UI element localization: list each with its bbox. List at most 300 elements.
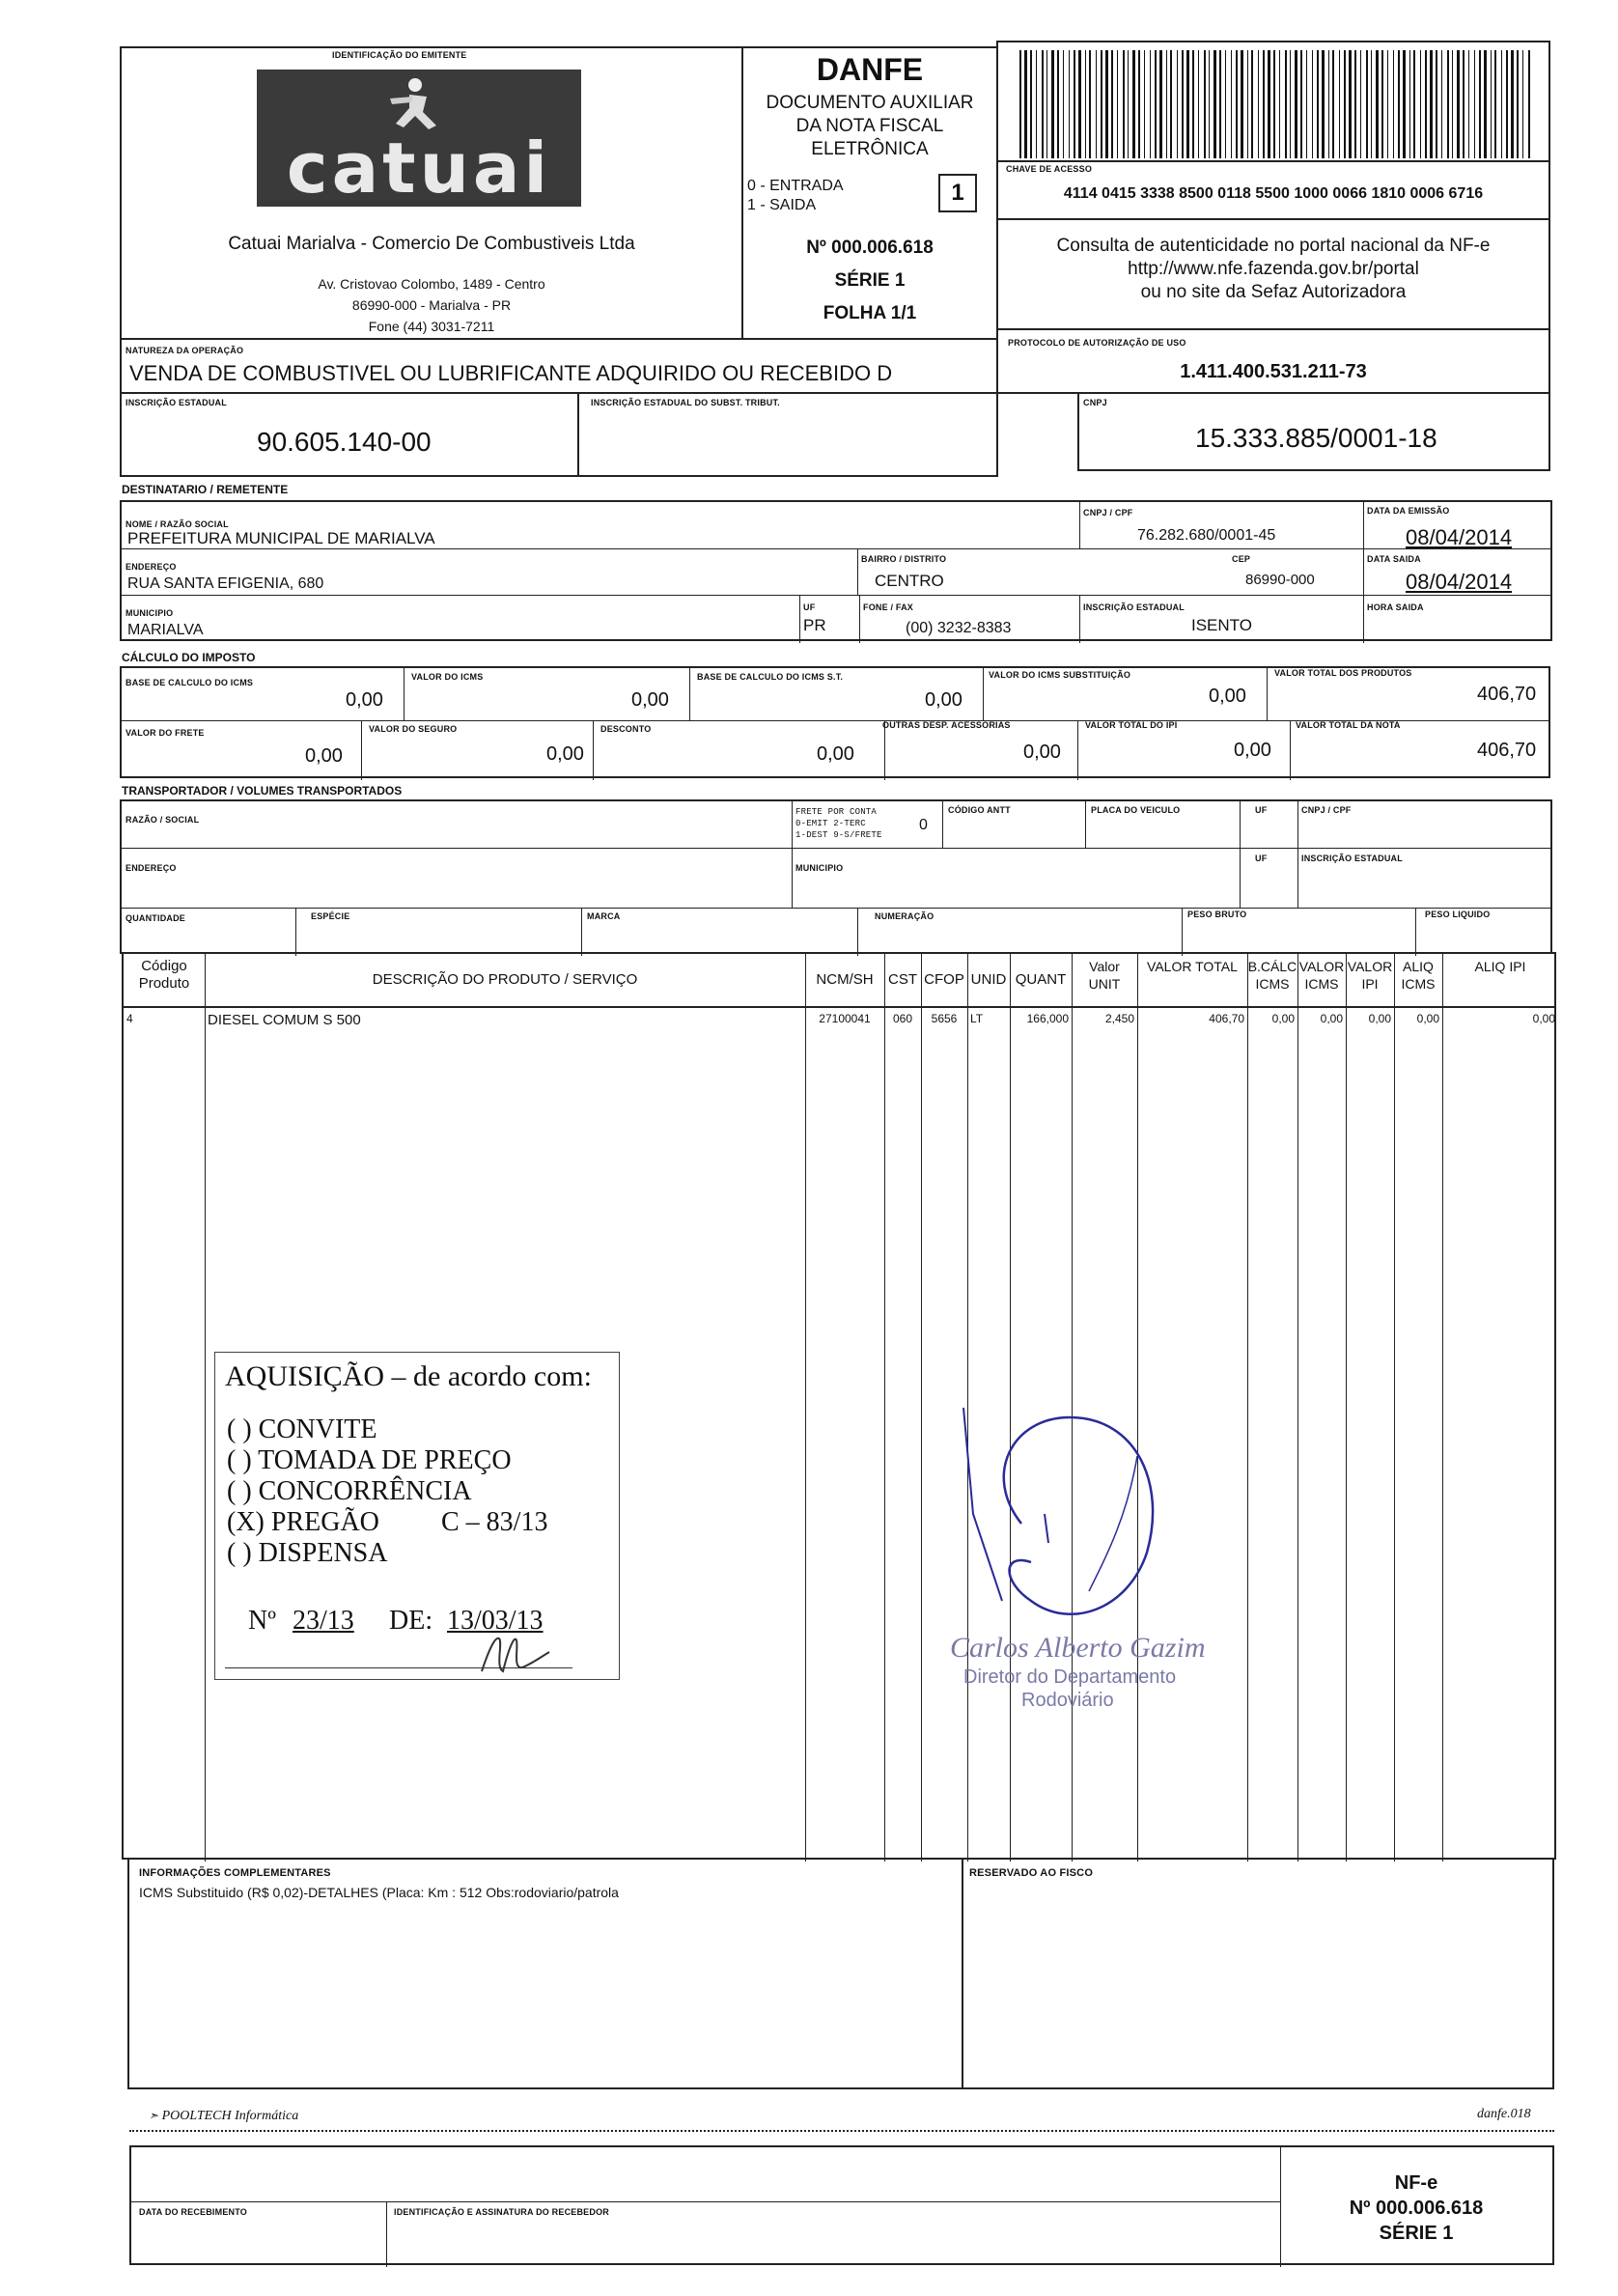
barcode-bar (1457, 50, 1460, 158)
prod-cell: 0,00 (1320, 1012, 1343, 1025)
danfe-folha: FOLHA 1/1 (823, 303, 917, 323)
tr-v4 (1240, 801, 1241, 908)
canhoto-nfe: NF-e (1394, 2172, 1438, 2194)
dest-vline-b (1363, 502, 1364, 643)
tr-v7 (581, 908, 582, 956)
chave-box (996, 41, 1550, 330)
ie-label: INSCRIÇÃO ESTADUAL (126, 398, 227, 407)
dest-cep: 86990-000 (1245, 572, 1315, 588)
barcode-bar (1393, 50, 1394, 158)
prod-column-line (1394, 954, 1395, 1862)
tr-especie-label: ESPÉCIE (311, 911, 350, 921)
prod-column-line (921, 954, 922, 1862)
barcode-bar (1214, 50, 1216, 158)
cnpj-value: 15.333.885/0001-18 (1195, 423, 1437, 453)
prod-header-cell: DESCRIÇÃO DO PRODUTO / SERVIÇO (372, 971, 638, 988)
barcode-bar (1468, 50, 1469, 158)
tipo-box: 1 (938, 174, 977, 212)
barcode-bar (1209, 50, 1210, 158)
signature-scribble (944, 1398, 1176, 1649)
prod-header-cell: ALIQ ICMS (1401, 959, 1436, 992)
tr-municipio-label: MUNICIPIO (795, 863, 844, 873)
dest-ie-label: INSCRIÇÃO ESTADUAL (1083, 602, 1185, 612)
stamp-numero: 23/13 (293, 1606, 354, 1636)
barcode-bar (1430, 50, 1433, 158)
natureza-value: VENDA DE COMBUSTIVEL OU LUBRIFICANTE ADQUIRIDO OU RECEBIDO D (129, 361, 893, 385)
dest-vline-f (1079, 595, 1080, 643)
barcode-bar (1290, 50, 1291, 158)
company-logo (257, 70, 581, 207)
barcode-bar (1051, 50, 1054, 158)
tr-v3 (1085, 801, 1086, 848)
prod-cell: 2,450 (1104, 1012, 1134, 1025)
fisco-box (962, 1858, 1554, 2089)
valor-icms-label: VALOR DO ICMS (411, 672, 484, 682)
stamp-opt-3: ( ) CONCORRÊNCIA (227, 1476, 472, 1506)
tr-v10 (1415, 908, 1416, 956)
prod-header-cell: VALOR IPI (1347, 959, 1393, 992)
tr-frete-value: 0 (919, 817, 928, 833)
barcode-bar (1089, 50, 1091, 158)
tr-endereco-label: ENDEREÇO (126, 863, 177, 873)
tr-frete-2: 0-EMIT 2-TERC (795, 819, 866, 828)
stamp-opt-5: ( ) DISPENSA (227, 1538, 388, 1568)
tr-antt-label: CÓDIGO ANTT (948, 805, 1011, 815)
barcode-bar (1177, 50, 1178, 158)
danfe-subtitle-3: ELETRÔNICA (811, 139, 929, 159)
valor-st-label: VALOR DO ICMS SUBSTITUIÇÃO (989, 670, 1131, 680)
barcode-bar (1155, 50, 1157, 158)
ie-box (120, 392, 579, 477)
entrada-label: 0 - ENTRADA (747, 178, 844, 194)
protocolo-value: 1.411.400.531.211-73 (1180, 361, 1367, 382)
emitente-section-label: IDENTIFICAÇÃO DO EMITENTE (332, 50, 467, 60)
signature-name: Carlos Alberto Gazim (950, 1632, 1206, 1664)
barcode-bar (1263, 50, 1265, 158)
barcode-bar (1078, 50, 1081, 158)
stamp-title: AQUISIÇÃO – de acordo com: (225, 1360, 592, 1392)
stamp-initials (476, 1629, 553, 1677)
tr-frete-1: FRETE POR CONTA (795, 807, 878, 817)
frete-label: VALOR DO FRETE (126, 728, 205, 738)
dest-emissao: 08/04/2014 (1406, 525, 1513, 549)
barcode-bar (1166, 50, 1167, 158)
dest-hora-label: HORA SAIDA (1367, 602, 1424, 612)
emitente-phone: Fone (44) 3031-7211 (368, 319, 495, 334)
imp-v4 (1267, 668, 1268, 720)
dest-municipio: MARIALVA (127, 622, 204, 638)
imposto-section-label: CÁLCULO DO IMPOSTO (122, 651, 256, 664)
barcode-bar (1186, 50, 1189, 158)
barcode-bar (1506, 50, 1508, 158)
signature-role-1: Diretor do Departamento (963, 1666, 1177, 1688)
prod-column-line (884, 954, 885, 1862)
barcode-bar (1371, 50, 1372, 158)
imp-v6 (593, 720, 594, 780)
barcode-bar (1105, 50, 1108, 158)
emitente-name: Catuai Marialva - Comercio De Combustiveis Ltda (228, 234, 635, 254)
prod-header-cell: B.CÁLC ICMS (1247, 959, 1297, 992)
barcode-bar (1413, 50, 1415, 158)
tr-frete-3: 1-DEST 9-S/FRETE (795, 830, 882, 840)
dest-row-line-1 (122, 548, 1550, 549)
barcode-bar (1225, 50, 1226, 158)
imposto-box (120, 666, 1550, 778)
dest-emissao-label: DATA DA EMISSÃO (1367, 506, 1450, 516)
barcode-bar (1403, 50, 1406, 158)
prod-header-cell: Código Produto (138, 958, 190, 992)
barcode-bar (1332, 50, 1334, 158)
cnpj-label: CNPJ (1083, 398, 1107, 407)
tr-razao-label: RAZÃO / SOCIAL (126, 815, 200, 825)
canhoto-box (129, 2145, 1554, 2265)
imp-v2 (689, 668, 690, 720)
tr-v8 (857, 908, 858, 956)
frete: 0,00 (305, 745, 343, 767)
fisco-label: RESERVADO AO FISCO (969, 1867, 1094, 1879)
barcode-bar (1241, 50, 1243, 158)
barcode-bar (1042, 50, 1044, 158)
desconto-label: DESCONTO (600, 724, 652, 734)
transportador-box (120, 799, 1552, 954)
dest-vline-c (857, 548, 858, 595)
barcode-bar (1387, 50, 1388, 158)
barcode-bar (1219, 50, 1221, 158)
danfe-box (741, 46, 998, 340)
barcode-bar (1295, 50, 1297, 158)
barcode-bar (1349, 50, 1352, 158)
prod-header-cell: CFOP (924, 971, 964, 988)
barcode-bar (1479, 50, 1481, 158)
prod-cell: 5656 (931, 1012, 958, 1025)
dest-nome: PREFEITURA MUNICIPAL DE MARIALVA (127, 529, 435, 547)
tr-peso-bruto-label: PESO BRUTO (1187, 910, 1247, 919)
dest-fone: (00) 3232-8383 (906, 620, 1012, 636)
dest-bairro-label: BAIRRO / DISTRITO (861, 554, 947, 564)
prod-column-line (205, 954, 206, 1862)
barcode-bar (1425, 50, 1427, 158)
prod-cell: 406,70 (1209, 1012, 1244, 1025)
dest-bairro: CENTRO (875, 572, 944, 590)
barcode-bar (1132, 50, 1135, 158)
danfe-title: DANFE (816, 52, 924, 87)
barcode-bar (1285, 50, 1287, 158)
barcode-bar (1117, 50, 1118, 158)
ie-st-box (577, 392, 998, 477)
produtos-table (122, 952, 1556, 1860)
base-st: 0,00 (925, 689, 962, 711)
base-st-label: BASE DE CALCULO DO ICMS S.T. (697, 672, 844, 682)
logo-text: catuai (286, 127, 552, 209)
prod-header-cell: UNID (970, 971, 1007, 988)
prod-cell: 060 (892, 1012, 913, 1025)
stamp-opt-4-ref: C – 83/13 (441, 1507, 548, 1537)
imp-v9 (1290, 720, 1291, 780)
barcode-bar (1306, 50, 1307, 158)
imp-v3 (983, 668, 984, 720)
info-text: ICMS Substituido (R$ 0,02)-DETALHES (Placa: Km : 512 Obs:rodoviario/patrola (139, 1885, 619, 1900)
barcode-bar (1517, 50, 1519, 158)
barcode-bar (1019, 50, 1021, 158)
dest-vline-e (859, 595, 860, 643)
prod-cell: 27100041 (819, 1012, 871, 1025)
barcode-bar (1204, 50, 1206, 158)
prod-cell: 166,000 (1026, 1012, 1069, 1025)
prod-cell: 0,00 (1532, 1012, 1555, 1025)
consulta-1: Consulta de autenticidade no portal nacional da NF-e (1056, 236, 1491, 256)
dest-municipio-label: MUNICIPIO (126, 608, 174, 618)
barcode-bar (1144, 50, 1145, 158)
barcode-bar (1198, 50, 1199, 158)
dest-fone-label: FONE / FAX (863, 602, 914, 612)
ie-st-label: INSCRIÇÃO ESTADUAL DO SUBST. TRIBUT. (591, 398, 780, 407)
imp-v8 (1077, 720, 1078, 780)
stamp-data: 13/03/13 (447, 1606, 544, 1636)
barcode-bar (1381, 50, 1383, 158)
prod-cell: 0,00 (1368, 1012, 1391, 1025)
barcode-bar (1258, 50, 1259, 158)
barcode-bar (1528, 50, 1530, 158)
barcode-bar (1268, 50, 1270, 158)
info-box (127, 1858, 963, 2089)
danfe-numero: Nº 000.006.618 (806, 238, 934, 258)
signature-role-2: Rodoviário (1021, 1690, 1114, 1711)
assinatura-label: IDENTIFICAÇÃO E ASSINATURA DO RECEBEDOR (394, 2207, 609, 2217)
tr-peso-liquido-label: PESO LIQUIDO (1425, 910, 1491, 919)
canhoto-serie: SÉRIE 1 (1379, 2223, 1454, 2244)
barcode-bar (1474, 50, 1475, 158)
natureza-box (120, 338, 998, 394)
barcode-bar (1231, 50, 1232, 158)
tr-cnpj-label: CNPJ / CPF (1301, 805, 1352, 815)
barcode-bar (1447, 50, 1449, 158)
barcode-bar (1236, 50, 1238, 158)
stamp-opt-4: (X) PREGÃO (227, 1507, 379, 1537)
tr-placa-label: PLACA DO VEICULO (1091, 805, 1181, 815)
dest-endereco-label: ENDEREÇO (126, 562, 177, 572)
prod-header-cell: QUANT (1015, 971, 1067, 988)
dest-cnpj-label: CNPJ / CPF (1083, 508, 1133, 518)
barcode-bar (1441, 50, 1442, 158)
dest-cep-label: CEP (1232, 554, 1251, 564)
barcode-bar (1354, 50, 1356, 158)
chave-value: 4114 0415 3338 8500 0118 5500 1000 0066 1810 0006 6716 (1063, 185, 1484, 202)
barcode-bar (1328, 50, 1329, 158)
ipi: 0,00 (1234, 740, 1271, 761)
tr-v9 (1182, 908, 1183, 956)
canhoto-row-line (131, 2201, 1280, 2202)
outras: 0,00 (1023, 742, 1061, 763)
saida-label: 1 - SAIDA (747, 197, 817, 213)
barcode-bar (1522, 50, 1523, 158)
barcode-bar (1036, 50, 1037, 158)
consulta-2[interactable]: http://www.nfe.fazenda.gov.br/portal (1128, 259, 1419, 279)
barcode-bar (1494, 50, 1496, 158)
info-label: INFORMAÇÕES COMPLEMENTARES (139, 1867, 331, 1879)
barcode-bar (1420, 50, 1421, 158)
seguro: 0,00 (546, 743, 584, 765)
prod-column-line (1297, 954, 1298, 1862)
barcode-bar (1366, 50, 1368, 158)
tr-numeracao-label: NUMERAÇÃO (875, 911, 935, 921)
tr-uf-label: UF (1255, 805, 1268, 815)
prod-cell: LT (970, 1012, 984, 1025)
ipi-label: VALOR TOTAL DO IPI (1085, 720, 1178, 730)
stamp-opt-1: ( ) CONVITE (227, 1414, 377, 1444)
barcode-bar (1322, 50, 1325, 158)
prod-header-cell: VALOR TOTAL (1147, 959, 1238, 974)
barcode-bar (1317, 50, 1319, 158)
dest-row-line-2 (122, 595, 1550, 596)
dest-endereco: RUA SANTA EFIGENIA, 680 (127, 575, 324, 592)
dest-cnpj: 76.282.680/0001-45 (1137, 527, 1276, 544)
barcode (1019, 50, 1531, 158)
danfe-subtitle-2: DA NOTA FISCAL (795, 116, 944, 136)
prod-column-line (1247, 954, 1248, 1862)
cnpj-box (1077, 392, 1550, 471)
canhoto-v1 (386, 2201, 387, 2267)
prod-cell: DIESEL COMUM S 500 (208, 1012, 361, 1028)
barcode-bar (1300, 50, 1302, 158)
barcode-bar (1409, 50, 1410, 158)
barcode-bar (1063, 50, 1064, 158)
dest-uf: PR (803, 616, 826, 634)
prod-column-line (1346, 954, 1347, 1862)
transportador-section-label: TRANSPORTADOR / VOLUMES TRANSPORTADOS (122, 784, 403, 798)
dest-nome-label: NOME / RAZÃO SOCIAL (126, 519, 229, 529)
barcode-bar (1057, 50, 1059, 158)
tr-row-1 (122, 848, 1550, 849)
desconto: 0,00 (817, 743, 854, 765)
chave-divider-2 (998, 218, 1548, 220)
dest-saida-label: DATA SAIDA (1367, 554, 1421, 564)
barcode-bar (1024, 50, 1027, 158)
barcode-bar (1123, 50, 1125, 158)
barcode-bar (1511, 50, 1514, 158)
tr-row-2 (122, 908, 1550, 909)
chave-label: CHAVE DE ACESSO (1006, 164, 1093, 174)
barcode-bar (1182, 50, 1184, 158)
tr-v5 (1297, 801, 1298, 908)
tr-ie-label: INSCRIÇÃO ESTADUAL (1301, 854, 1403, 863)
stamp-data-label: DE: (389, 1606, 433, 1636)
barcode-bar (1074, 50, 1075, 158)
prod-header-cell: NCM/SH (816, 971, 874, 988)
prod-header-line (124, 1006, 1554, 1008)
tr-v2 (942, 801, 943, 848)
barcode-bar (1138, 50, 1140, 158)
prod-cell: 0,00 (1271, 1012, 1295, 1025)
barcode-bar (1150, 50, 1151, 158)
natureza-label: NATUREZA DA OPERAÇÃO (126, 346, 244, 355)
protocolo-box (996, 328, 1550, 394)
dotted-separator (129, 2130, 1554, 2132)
barcode-bar (1279, 50, 1280, 158)
prod-cell: 4 (126, 1012, 133, 1025)
outras-label: OUTRAS DESP. ACESSORIAS (882, 720, 1011, 730)
barcode-bar (1247, 50, 1248, 158)
barcode-bar (1398, 50, 1400, 158)
base-icms: 0,00 (346, 689, 383, 711)
dest-vline-a (1079, 502, 1080, 548)
barcode-bar (1501, 50, 1502, 158)
valor-st: 0,00 (1209, 686, 1246, 707)
prod-header-cell: Valor UNIT (1088, 959, 1121, 992)
dest-saida: 08/04/2014 (1406, 570, 1513, 594)
runner-icon (380, 75, 458, 133)
barcode-bar (1192, 50, 1194, 158)
aquisicao-stamp (214, 1352, 620, 1680)
total-nota-label: VALOR TOTAL DA NOTA (1296, 720, 1401, 730)
prod-header-cell: ALIQ IPI (1474, 959, 1526, 974)
software-name: POOLTECH Informática (161, 2109, 299, 2123)
tr-uf2-label: UF (1255, 854, 1268, 863)
dest-ie: ISENTO (1191, 616, 1252, 634)
danfe-serie: SÉRIE 1 (834, 270, 906, 291)
emitente-box (120, 46, 743, 340)
barcode-bar (1128, 50, 1129, 158)
emitente-city: 86990-000 - Marialva - PR (351, 297, 512, 313)
tr-quantidade-label: QUANTIDADE (126, 913, 185, 923)
barcode-bar (1463, 50, 1465, 158)
barcode-bar (1484, 50, 1487, 158)
barcode-bar (1046, 50, 1047, 158)
prod-column-line (1442, 954, 1443, 1862)
barcode-bar (1273, 50, 1275, 158)
consulta-3: ou no site da Sefaz Autorizadora (1140, 282, 1407, 302)
barcode-bar (1452, 50, 1453, 158)
destinatario-section-label: DESTINATARIO / REMETENTE (122, 483, 289, 496)
prod-header-cell: CST (888, 971, 917, 988)
barcode-bar (1111, 50, 1113, 158)
tr-marca-label: MARCA (587, 911, 621, 921)
barcode-bar (1030, 50, 1032, 158)
recebimento-label: DATA DO RECEBIMENTO (139, 2207, 247, 2217)
barcode-bar (1251, 50, 1253, 158)
stamp-opt-2: ( ) TOMADA DE PREÇO (227, 1445, 512, 1475)
total-nota: 406,70 (1477, 740, 1537, 761)
emitente-address: Av. Cristovao Colombo, 1489 - Centro (318, 276, 545, 292)
barcode-bar (1101, 50, 1102, 158)
barcode-bar (1312, 50, 1313, 158)
prod-header-cell: VALOR ICMS (1298, 959, 1345, 992)
ie-value: 90.605.140-00 (257, 427, 432, 457)
canhoto-numero: Nº 000.006.618 (1349, 2198, 1484, 2219)
protocolo-label: PROTOCOLO DE AUTORIZAÇÃO DE USO (1008, 338, 1186, 348)
barcode-bar (1339, 50, 1340, 158)
software-credit (149, 2109, 298, 2124)
barcode-bar (1344, 50, 1346, 158)
barcode-bar (1069, 50, 1070, 158)
total-produtos-label: VALOR TOTAL DOS PRODUTOS (1274, 668, 1412, 678)
barcode-bar (1170, 50, 1172, 158)
chave-divider (998, 160, 1548, 162)
barcode-bar (1376, 50, 1379, 158)
prod-column-line (805, 954, 806, 1862)
imp-v5 (361, 720, 362, 780)
barcode-bar (1096, 50, 1097, 158)
barcode-bar (1159, 50, 1162, 158)
pooltech-icon: ➣ (149, 2109, 159, 2122)
dest-uf-label: UF (803, 602, 816, 612)
danfe-subtitle-1: DOCUMENTO AUXILIAR (766, 93, 974, 113)
barcode-bar (1436, 50, 1437, 158)
prod-cell: 0,00 (1416, 1012, 1439, 1025)
file-name: danfe.018 (1477, 2107, 1531, 2121)
barcode-bar (1085, 50, 1086, 158)
dest-vline-d (799, 595, 800, 643)
barcode-bar (1491, 50, 1492, 158)
